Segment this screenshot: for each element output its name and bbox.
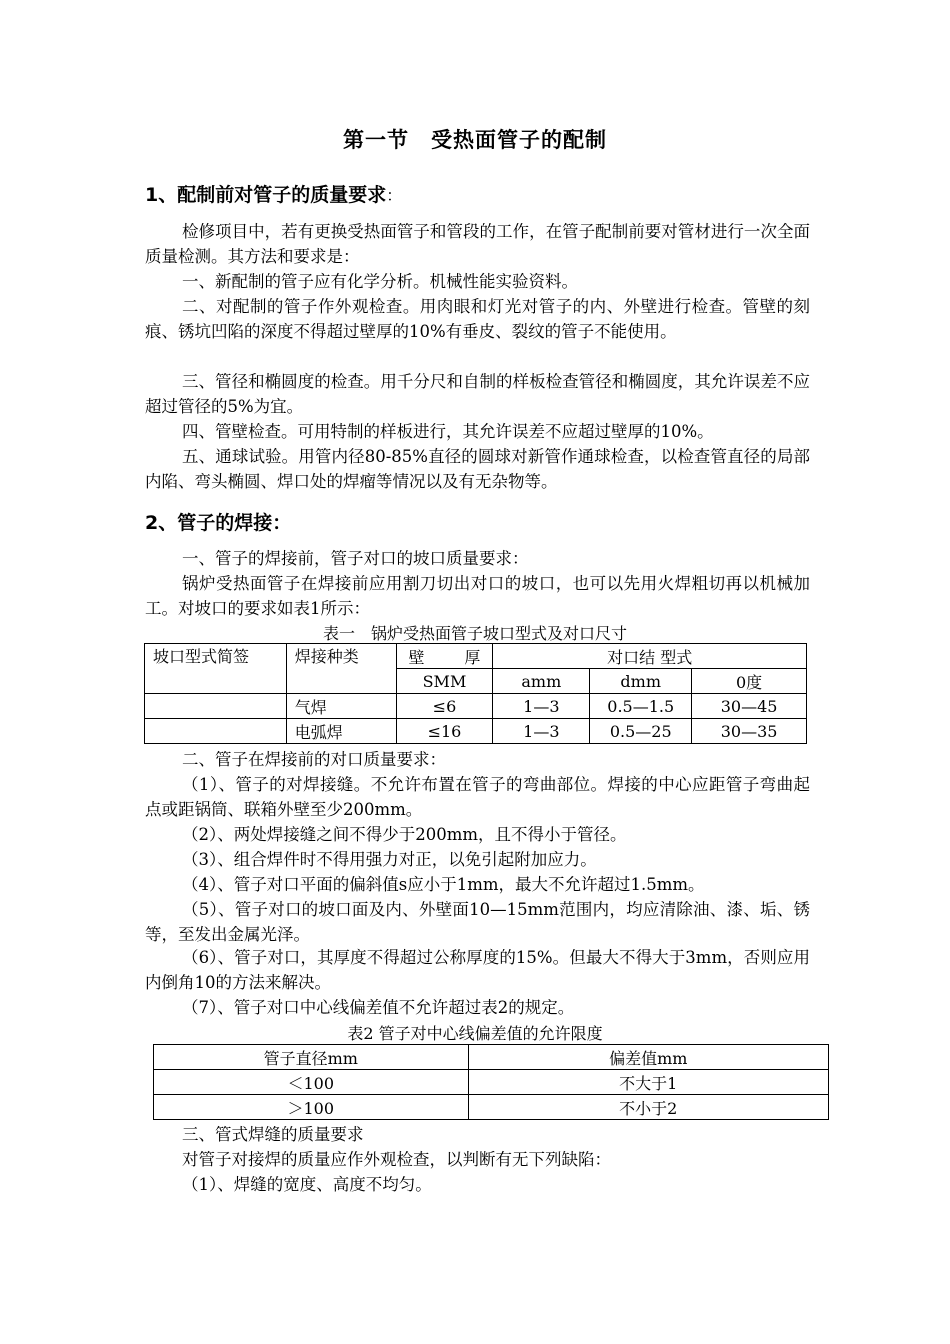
table-header-cell: 管子直径mm — [154, 1045, 469, 1070]
table-header-text: 厚 — [464, 647, 481, 667]
table-header-cell: 焊接种类 — [286, 644, 396, 694]
table-header-cell: 坡口型式简签 — [145, 644, 287, 694]
table-cell: ≤6 — [396, 694, 493, 719]
table-cell: ＞100 — [154, 1095, 469, 1120]
paragraph: 五、通球试验。用管内径80-85%直径的圆球对新管作通球检查，以检查管直径的局部内陷、弯头椭圆、焊口处的焊瘤等情况以及有无杂物等。 — [145, 447, 810, 491]
table-cell: 气焊 — [286, 694, 396, 719]
page-title: 第一节 受热面管子的配制 — [343, 128, 607, 152]
table-cell: 1—3 — [493, 694, 590, 719]
table-header-cell: 0度 — [692, 669, 807, 694]
paragraph: 二、管子在焊接前的对口质量要求： — [182, 750, 446, 769]
table-header-cell: amm — [493, 669, 590, 694]
paragraph: （3）、组合焊件时不得用强力对正，以免引起附加应力。 — [182, 850, 597, 869]
table-cell: 1—3 — [493, 719, 590, 744]
table-cell: 电弧焊 — [286, 719, 396, 744]
table-header-cell: 偏差值mm — [468, 1045, 828, 1070]
paragraph: （1）、管子的对焊接缝。不允许布置在管子的弯曲部位。焊接的中心应距管子弯曲起点或距锅筒、联箱外壁至少200mm。 — [145, 775, 810, 819]
paragraph: （4）、管子对口平面的偏斜值s应小于1mm，最大不允许超过1.5mm。 — [182, 875, 705, 894]
table-header-cell — [396, 644, 493, 669]
table-header-cell: SMM — [396, 669, 493, 694]
paragraph: 三、管径和椭圆度的检查。用千分尺和自制的样板检查管径和椭圆度，其允许误差不应超过管径的5%为宜。 — [145, 372, 810, 416]
table-row — [154, 1095, 829, 1120]
table-cell — [145, 719, 287, 744]
table-cell: 0.5—25 — [590, 719, 692, 744]
table-cell: 30—45 — [692, 694, 807, 719]
paragraph: （5）、管子对口的坡口面及内、外壁面10—15mm范围内，均应清除油、漆、垢、锈等，至发出金属光泽。 — [145, 900, 810, 944]
paragraph: （1）、焊缝的宽度、高度不均匀。 — [182, 1175, 432, 1194]
section-heading-1-colon: ： — [386, 186, 403, 205]
table-cell: 不大于1 — [468, 1070, 828, 1095]
table-cell: 0.5—1.5 — [590, 694, 692, 719]
section-heading-1-text: 1、配制前对管子的质量要求 — [145, 184, 387, 206]
paragraph: 一、管子的焊接前，管子对口的坡口质量要求： — [182, 549, 529, 568]
table-row — [145, 694, 807, 719]
paragraph: 三、管式焊缝的质量要求 — [182, 1125, 364, 1144]
section-heading-1 — [145, 180, 402, 207]
table2 — [153, 1044, 829, 1120]
paragraph: 锅炉受热面管子在焊接前应用割刀切出对口的坡口，也可以先用火焊粗切再以机械加工。对坡口的要求如表1所示： — [145, 574, 810, 618]
table-header-cell: 对口结 型式 — [493, 644, 807, 669]
table-row — [154, 1045, 829, 1070]
section-heading-2: 2、管子的焊接： — [145, 512, 292, 534]
table-row — [145, 719, 807, 744]
table-row — [154, 1070, 829, 1095]
table-header-cell: dmm — [590, 669, 692, 694]
table1-caption: 表一 锅炉受热面管子坡口型式及对口尺寸 — [322, 624, 627, 643]
table-cell: ＜100 — [154, 1070, 469, 1095]
table-cell: ≤16 — [396, 719, 493, 744]
table-cell: 不小于2 — [468, 1095, 828, 1120]
paragraph: 对管子对接焊的质量应作外观检查，以判断有无下列缺陷： — [182, 1150, 611, 1169]
paragraph: （7）、管子对口中心线偏差值不允许超过表2的规定。 — [182, 998, 575, 1017]
table1 — [144, 643, 807, 744]
table2-caption: 表2 管子对中心线偏差值的允许限度 — [347, 1024, 603, 1043]
table-cell: 30—35 — [692, 719, 807, 744]
paragraph: 一、新配制的管子应有化学分析。机械性能实验资料。 — [182, 272, 578, 291]
paragraph: （2）、两处焊接缝之间不得少于200mm，且不得小于管径。 — [182, 825, 627, 844]
table-cell — [145, 694, 287, 719]
table-header-text: 壁 — [408, 647, 425, 667]
paragraph: 检修项目中，若有更换受热面管子和管段的工作，在管子配制前要对管材进行一次全面质量检测。其方法和要求是： — [145, 222, 810, 266]
paragraph: 二、对配制的管子作外观检查。用肉眼和灯光对管子的内、外壁进行检查。管壁的刻痕、锈坑凹陷的深度不得超过壁厚的10%有垂皮、裂纹的管子不能使用。 — [145, 297, 810, 341]
paragraph: 四、管壁检查。可用特制的样板进行，其允许误差不应超过壁厚的10%。 — [182, 422, 714, 441]
table-row — [145, 644, 807, 669]
paragraph: （6）、管子对口，其厚度不得超过公称厚度的15%。但最大不得大于3mm，否则应用内倒角10的方法来解决。 — [145, 948, 810, 992]
